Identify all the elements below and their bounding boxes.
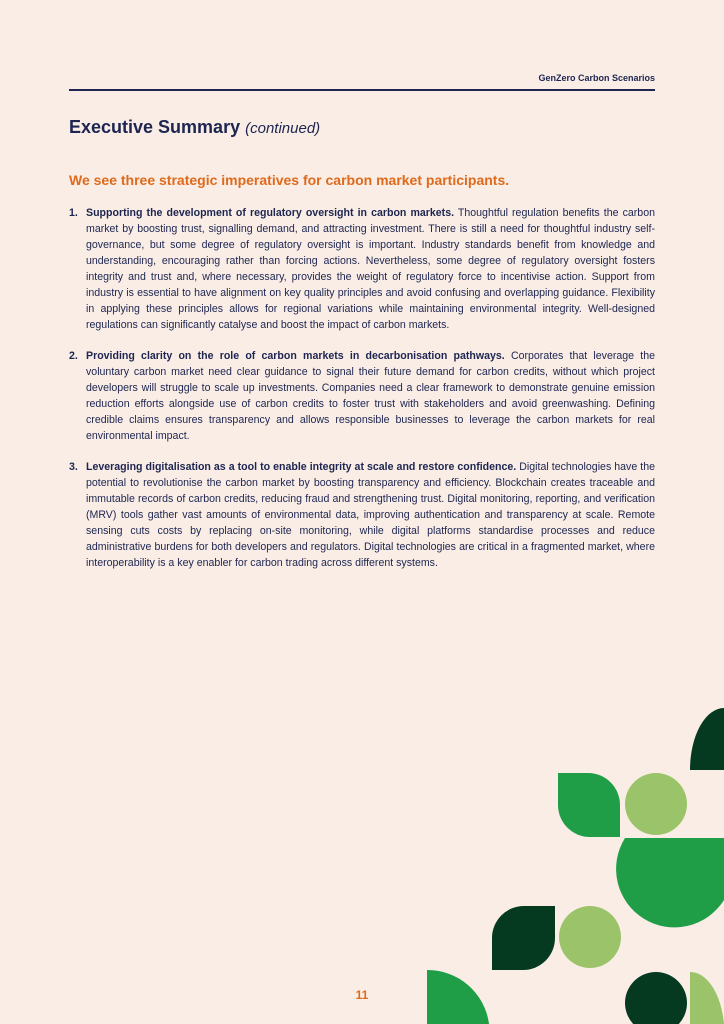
item-number: 2. [69,350,78,362]
dark-leaf-shape [492,906,555,970]
page-title-suffix: (continued) [245,120,321,137]
item-lead: Providing clarity on the role of carbon markets in decarbonisation pathways. [86,350,505,362]
dark-leaf-shape [690,708,724,770]
page-number: 11 [355,988,369,1002]
light-green-circle [625,773,687,835]
item-body: Digital technologies have the potential to revolutionise the carbon market by boosting transparency and efficiency. Blockchain creates traceable and immutable records of carbon credits, reducing fraud and strengthening trust. Digital monitoring, reporting, and verification (MRV) tools gather vast amounts of environmental data, improving authentication and transparency at scale. Remote sensing cuts costs by replacing on-site monitoring, while digital platforms standardise processes and reduce administrative burdens for both developers and regulators. Digital technologies are critical in a fragmented market, where interoperability is a key enabler for carbon trading across different systems. [86,461,656,569]
item-body: Corporates that leverage the voluntary carbon market need clear guidance to signal their future demand for carbon credits, without which project developers will struggle to scale up investments. Companies need a clear framework to demonstrate genuine emission reduction efforts alongside use of carbon credits to foster trust with stakeholders and avoid greenwashing. Defining credible claims ensures transparency and allows responsible businesses to leverage the carbon markets for real environmental impact. [86,350,655,442]
green-leaf-shape [558,773,620,837]
page-title-text: Executive Summary [69,117,241,137]
item-lead: Leveraging digitalisation as a tool to enable integrity at scale and restore confidence. [86,461,517,473]
item-number: 3. [69,461,78,473]
header-title: GenZero Carbon Scenarios [538,73,655,83]
item-body: Thoughtful regulation benefits the carbon market by boosting trust, signalling demand, and attracting investment. There is still a need for thoughtful industry self-governance, but some degree of regulatory oversight is important. Industry standards benefit from knowledge and understanding, encouraging rather than forcing actions. Nevertheless, some degree of regulatory oversight fosters integrity and trust and, where necessary, provides the weight of regulatory force to incentivise action. Support from industry is essential to have alignment on key quality principles and avoid confusing and overlapping guidance. Flexibility in applying these principles allows for regional variations while maintaining environmental integrity. Well-designed regulations can significantly catalyse and boost the impact of carbon markets. [86,207,655,331]
item-number: 1. [69,207,78,219]
light-green-circle [559,906,621,968]
green-half-circle [616,838,724,927]
subheading: We see three strategic imperatives for carbon market participants. [69,172,510,188]
item-lead: Supporting the development of regulatory oversight in carbon markets. [86,207,455,219]
